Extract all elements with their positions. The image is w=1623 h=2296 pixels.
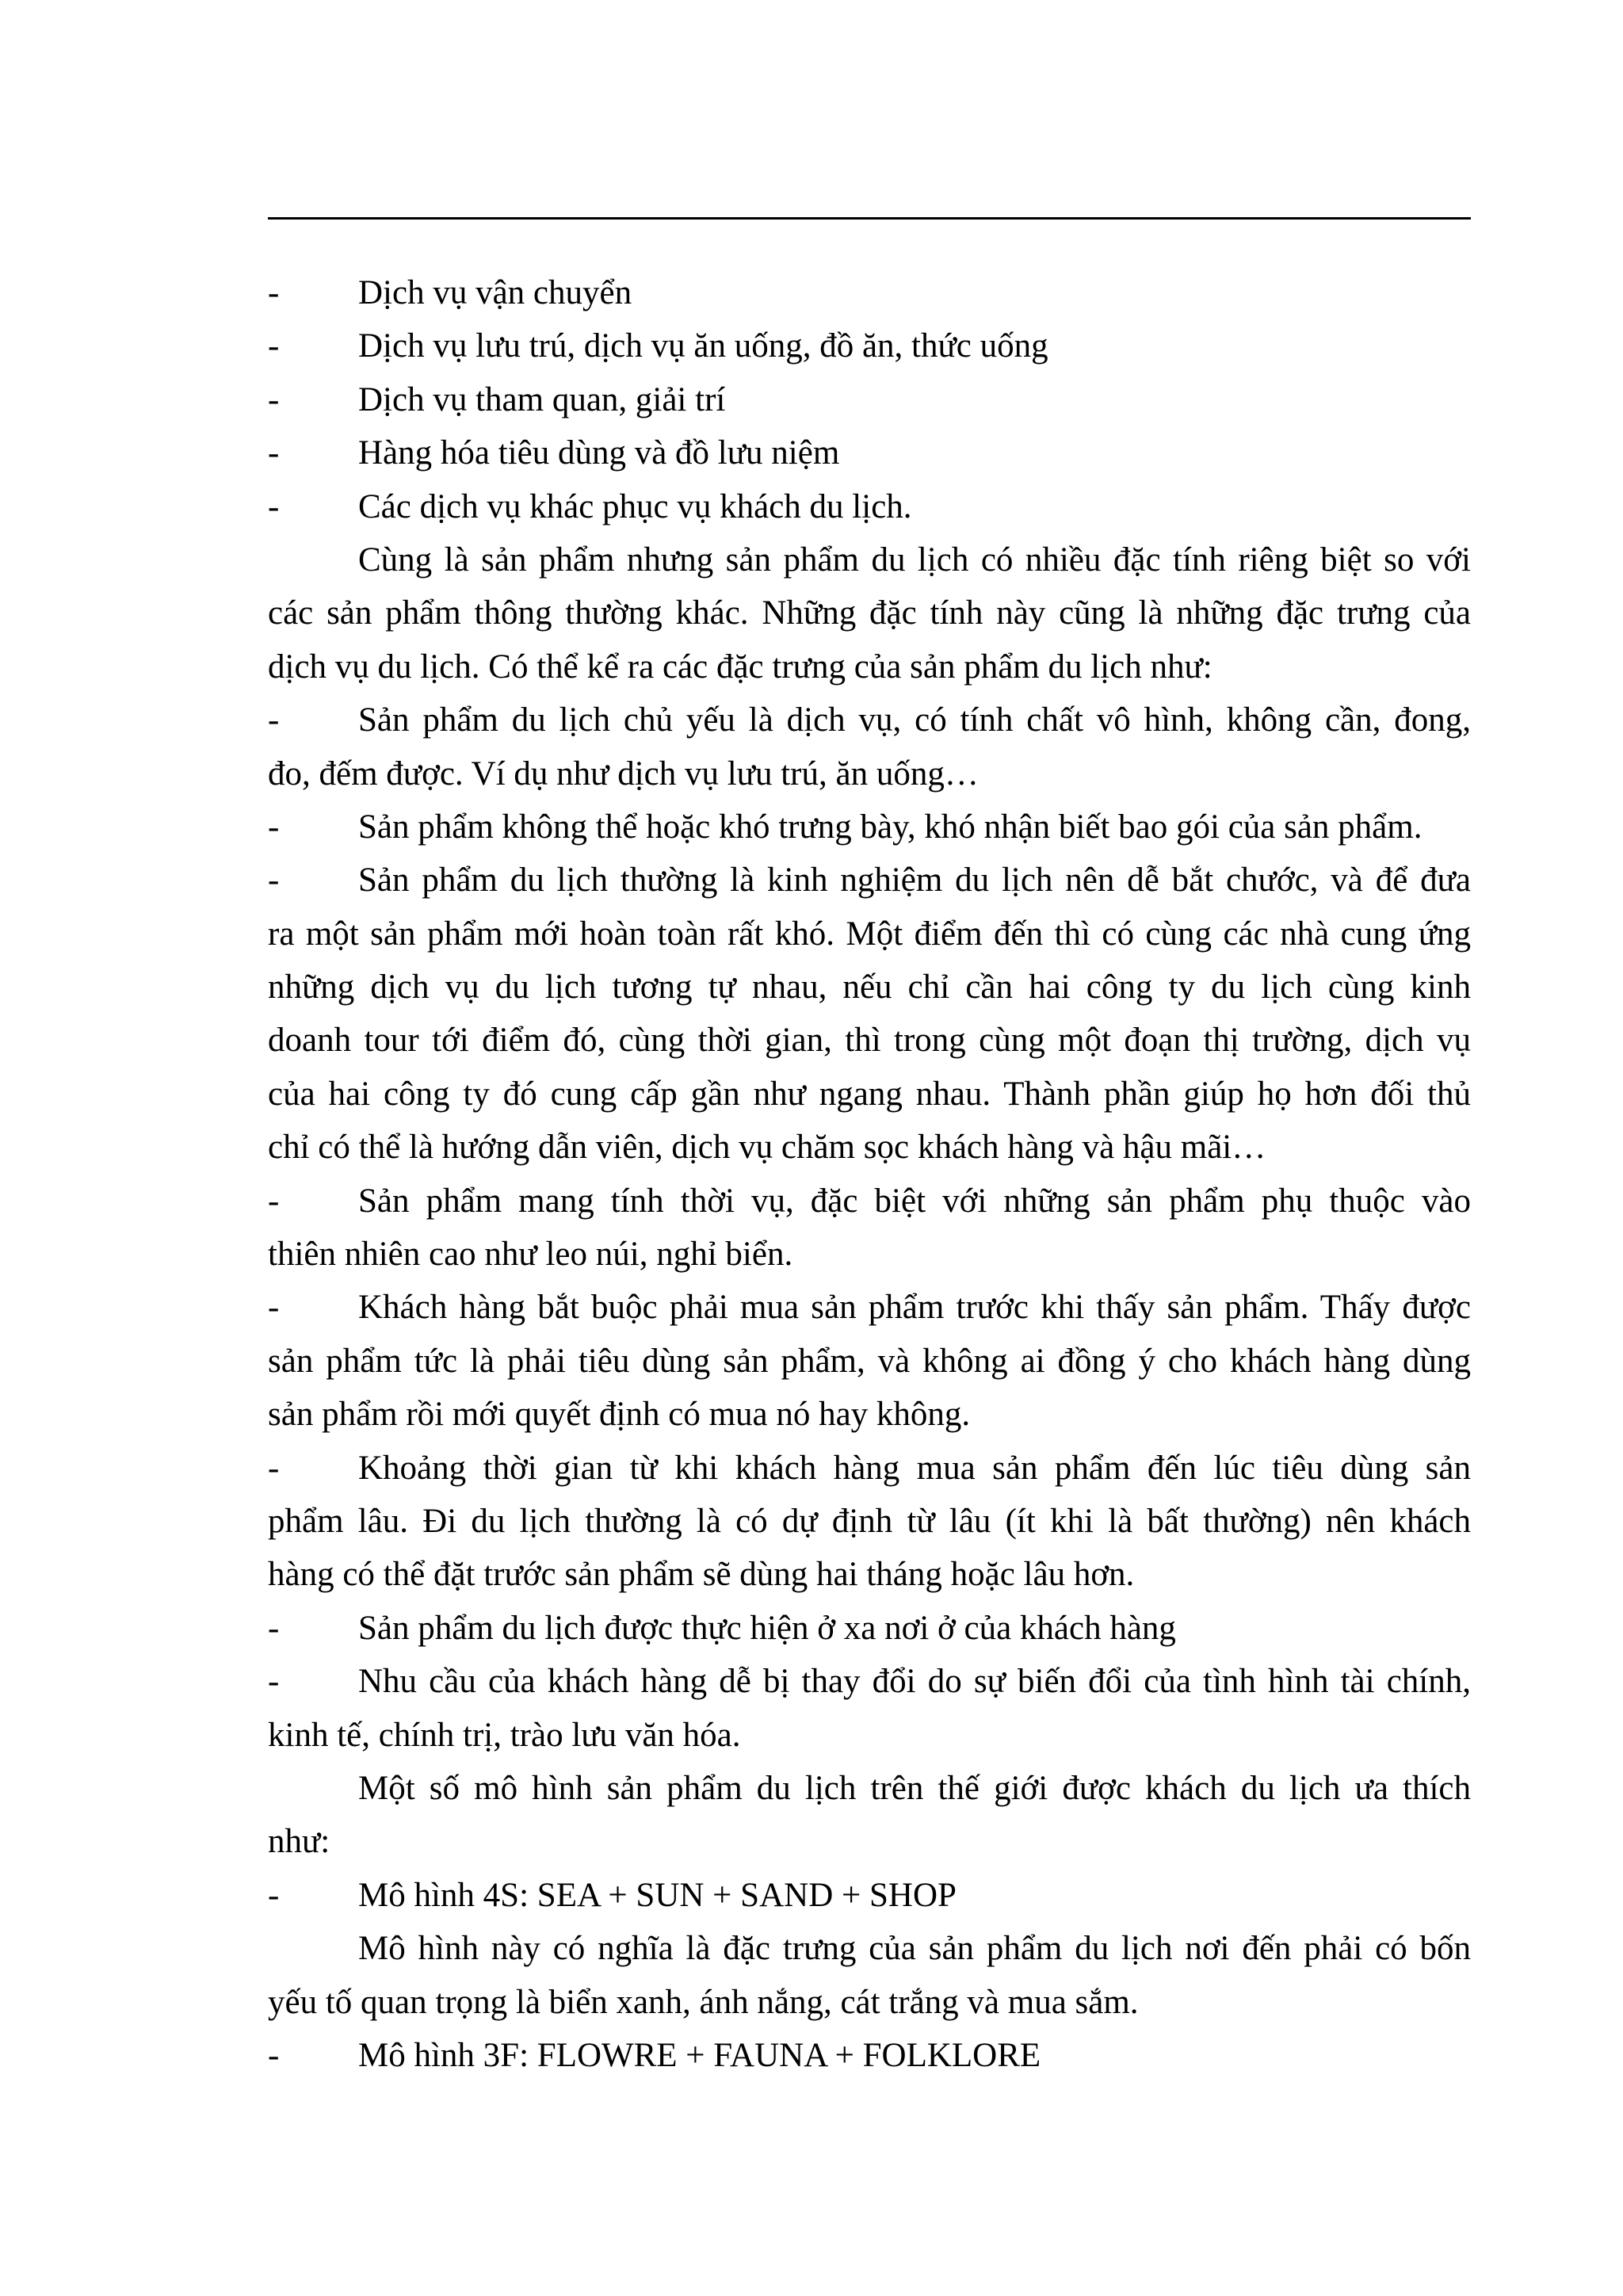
line-text: các sản phẩm thông thường khác. Những đặc tính này cũng là những đặc trưng của [268, 594, 1471, 632]
bullet-marker: - [268, 1609, 280, 1647]
bullet-marker: - [268, 701, 280, 739]
line-text: sản phẩm rồi mới quyết định có mua nó hay không. [268, 1396, 971, 1434]
text-line [268, 1014, 1471, 1067]
text-line [268, 1335, 1471, 1388]
line-text: Cùng là sản phẩm nhưng sản phẩm du lịch có nhiều đặc tính riêng biệt so với [358, 541, 1471, 579]
line-text: Sản phẩm không thể hoặc khó trưng bày, khó nhận biết bao gói của sản phẩm. [358, 808, 1423, 846]
bullet-line [268, 693, 1471, 747]
bullet-marker: - [268, 487, 280, 525]
line-text: những dịch vụ du lịch tương tự nhau, nếu chỉ cần hai công ty du lịch cùng kinh [268, 968, 1471, 1007]
line-text: Sản phẩm du lịch thường là kinh nghiệm du lịch nên dễ bắt chước, và để đưa [358, 861, 1471, 900]
line-text: thiên nhiên cao như leo núi, nghỉ biển. [268, 1236, 793, 1274]
bullet-line [268, 266, 1471, 319]
bullet-line [268, 426, 1471, 479]
paragraph-first-line [268, 1762, 1471, 1815]
bullet-line [268, 1281, 1471, 1334]
line-text: sản phẩm tức là phải tiêu dùng sản phẩm, và không ai đồng ý cho khách hàng dùng [268, 1342, 1471, 1380]
line-text: kinh tế, chính trị, trào lưu văn hóa. [268, 1716, 741, 1754]
line-text: Sản phẩm mang tính thời vụ, đặc biệt với những sản phẩm phụ thuộc vào [358, 1182, 1471, 1220]
line-text: Mô hình 4S: SEA + SUN + SAND + SHOP [358, 1876, 957, 1914]
bullet-line [268, 319, 1471, 372]
bullet-line [268, 854, 1471, 907]
text-line [268, 1228, 1471, 1281]
bullet-marker: - [268, 274, 280, 311]
line-text: yếu tố quan trọng là biển xanh, ánh nắng, cát trắng và mua sắm. [268, 1983, 1139, 2021]
document-body [268, 266, 1471, 2082]
bullet-marker: - [268, 1663, 280, 1701]
text-line [268, 747, 1471, 800]
line-text: Hàng hóa tiêu dùng và đồ lưu niệm [358, 434, 840, 472]
bullet-line [268, 480, 1471, 533]
bullet-line [268, 1602, 1471, 1655]
text-line [268, 1388, 1471, 1441]
bullet-marker: - [268, 861, 280, 900]
line-text: chỉ có thể là hướng dẫn viên, dịch vụ chăm sọc khách hàng và hậu mãi… [268, 1129, 1266, 1167]
bullet-marker: - [268, 1876, 280, 1914]
bullet-line [268, 373, 1471, 426]
line-text: phẩm lâu. Đi du lịch thường là có dự định từ lâu (ít khi là bất thường) nên khách [268, 1502, 1471, 1540]
text-line [268, 1976, 1471, 2029]
line-text: Mô hình 3F: FLOWRE + FAUNA + FOLKLORE [358, 2036, 1041, 2074]
line-text: đo, đếm được. Ví dụ như dịch vụ lưu trú, ăn uống… [268, 755, 979, 793]
header-rule [268, 217, 1471, 220]
bullet-marker: - [268, 434, 280, 472]
text-line [268, 1709, 1471, 1762]
line-text: Nhu cầu của khách hàng dễ bị thay đổi do sự biến đổi của tình hình tài chính, [358, 1663, 1471, 1701]
bullet-line [268, 1869, 1471, 1922]
bullet-marker: - [268, 1182, 280, 1220]
text-line [268, 586, 1471, 640]
text-line [268, 1495, 1471, 1548]
line-text: Một số mô hình sản phẩm du lịch trên thế giới được khách du lịch ưa thích [358, 1769, 1471, 1807]
line-text: ra một sản phẩm mới hoàn toàn rất khó. Một điểm đến thì có cùng các nhà cung ứng [268, 915, 1471, 953]
text-line [268, 640, 1471, 693]
line-text: Khoảng thời gian từ khi khách hàng mua sản phẩm đến lúc tiêu dùng sản [358, 1449, 1471, 1487]
bullet-marker: - [268, 808, 280, 846]
bullet-line [268, 2029, 1471, 2082]
bullet-line [268, 1442, 1471, 1495]
bullet-marker: - [268, 327, 280, 365]
paragraph-first-line [268, 533, 1471, 586]
line-text: Dịch vụ vận chuyển [358, 274, 632, 311]
bullet-marker: - [268, 380, 280, 418]
text-line [268, 1815, 1471, 1868]
bullet-marker: - [268, 1449, 280, 1487]
line-text: Khách hàng bắt buộc phải mua sản phẩm trước khi thấy sản phẩm. Thấy được [358, 1289, 1471, 1327]
text-line [268, 907, 1471, 961]
line-text: Mô hình này có nghĩa là đặc trưng của sản phẩm du lịch nơi đến phải có bốn [358, 1930, 1471, 1968]
text-line [268, 1121, 1471, 1174]
line-text: Các dịch vụ khác phục vụ khách du lịch. [358, 487, 912, 525]
line-text: như: [268, 1823, 330, 1861]
bullet-marker: - [268, 1289, 280, 1327]
line-text: Sản phẩm du lịch được thực hiện ở xa nơi ở của khách hàng [358, 1609, 1176, 1647]
line-text: Dịch vụ tham quan, giải trí [358, 380, 726, 418]
bullet-line [268, 1655, 1471, 1708]
bullet-line [268, 1175, 1471, 1228]
bullet-marker: - [268, 2036, 280, 2074]
line-text: doanh tour tới điểm đó, cùng thời gian, thì trong cùng một đoạn thị trường, dịch vụ [268, 1022, 1471, 1060]
line-text: của hai công ty đó cung cấp gần như ngang nhau. Thành phần giúp họ hơn đối thủ [268, 1075, 1471, 1113]
text-line [268, 1068, 1471, 1121]
text-line [268, 1548, 1471, 1601]
paragraph-first-line [268, 1922, 1471, 1975]
line-text: Dịch vụ lưu trú, dịch vụ ăn uống, đồ ăn, thức uống [358, 327, 1048, 365]
line-text: Sản phẩm du lịch chủ yếu là dịch vụ, có tính chất vô hình, không cần, đong, [358, 701, 1471, 739]
line-text: hàng có thể đặt trước sản phẩm sẽ dùng hai tháng hoặc lâu hơn. [268, 1556, 1135, 1594]
line-text: dịch vụ du lịch. Có thể kể ra các đặc trưng của sản phẩm du lịch như: [268, 648, 1212, 686]
bullet-line [268, 800, 1471, 854]
text-line [268, 961, 1471, 1014]
